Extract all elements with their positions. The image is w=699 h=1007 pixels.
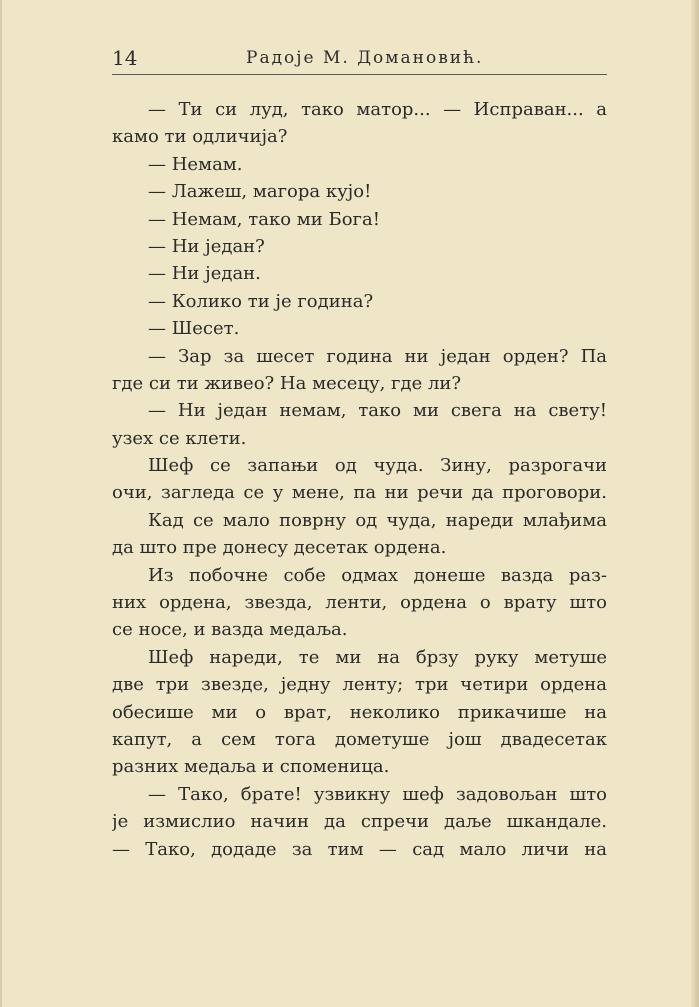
text-line: — Немам. xyxy=(148,153,243,175)
text-line: — Тако, додаде за тим — сад мало личи на xyxy=(112,838,607,860)
text-line: — Шесет. xyxy=(148,318,240,340)
text-line: је измислио начин да спречи даље шкандале. xyxy=(112,811,607,833)
text-line: — Немам, тако ми Бога! xyxy=(148,208,380,230)
text-line: да што пре донесу десетак ордена. xyxy=(112,537,447,559)
text-line: очи, заглeда се у мене, па ни речи да проговори. xyxy=(112,482,607,504)
text-line: капут, а сем тога дометуше још двадесетак xyxy=(112,728,607,750)
text-line: — Ни један немам, тако ми свега на свету! xyxy=(148,400,607,422)
page-header xyxy=(112,40,607,75)
text-line: — Зар за шесет година ни један орден? Па xyxy=(148,345,607,367)
text-line: — Ти си луд, тако матор... — Исправан... а xyxy=(148,99,607,120)
text-line: Шеф се запањи од чуда. Зину, разрогачи xyxy=(148,455,607,477)
text-line: — Ни један? xyxy=(148,235,265,257)
running-head: Радоје М. Домановић. xyxy=(246,48,484,68)
text-line: Из побочне собе одмах донеше вазда раз- xyxy=(148,564,607,586)
text-line: — Ни један. xyxy=(148,263,261,285)
page-edge xyxy=(691,0,699,1007)
text-line: где си ти живео? На месецу, где ли? xyxy=(112,372,462,394)
page-number: 14 xyxy=(112,46,138,70)
text-line: камо ти одличија? xyxy=(112,126,288,148)
text-line: — Колико ти је година? xyxy=(148,290,374,312)
text-line: две три звезде, једну ленту; три четири ордена xyxy=(112,674,607,696)
text-line: обесише ми о врат, неколико прикачише на xyxy=(112,701,607,723)
text-line: узех се клети. xyxy=(112,427,247,449)
text-line: — Тако, брате! узвикну шеф задовољан што xyxy=(148,783,607,805)
text-line: разних медаља и споменица. xyxy=(112,756,390,778)
text-line: Шеф нареди, те ми на брзу руку метуше xyxy=(148,646,607,668)
text-line: — Лажеш, магора кујо! xyxy=(148,181,372,203)
text-line: се носе, и вазда медаља. xyxy=(112,619,348,641)
text-line: Кад се мало поврну од чуда, нареди млађима xyxy=(148,509,607,531)
body-text xyxy=(112,96,607,863)
text-line: них ордена, звезда, ленти, ордена о врату што xyxy=(112,592,607,614)
